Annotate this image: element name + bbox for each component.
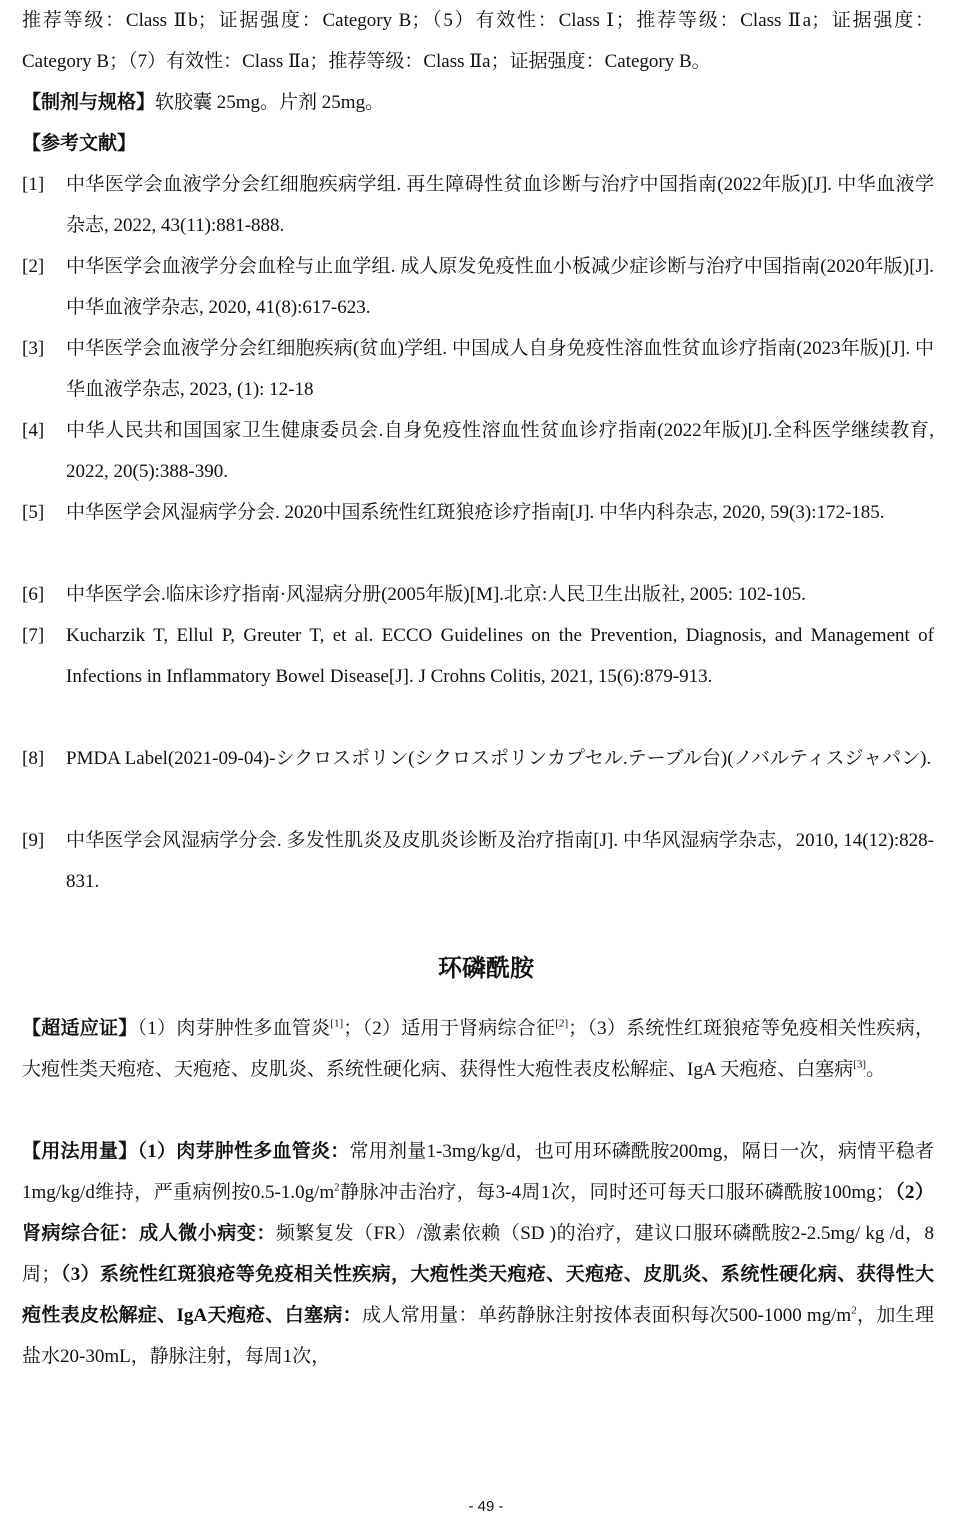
indication-label: 【超适应证】 (22, 1018, 138, 1039)
recommendation-paragraph (22, 0, 934, 82)
dosage-label: 【用法用量】 (22, 1141, 138, 1162)
reference-item (22, 492, 934, 533)
dosage-heading-2: （2）肾病综合征：成人微小病变： (22, 1182, 934, 1244)
reference-text: 中华医学会.临床诊疗指南·风湿病分册(2005年版)[M].北京:人民卫生出版社, 2005: 102-105. (66, 584, 806, 605)
reference-item (22, 410, 934, 492)
references-heading: 【参考文献】 (22, 133, 137, 154)
reference-item (22, 820, 934, 902)
indication-text-4: 。 (866, 1059, 886, 1080)
dosage-heading-3: （3）系统性红斑狼疮等免疫相关性疾病，大疱性类天疱疮、天疱疮、皮肌炎、系统性硬化病、获得性大疱性表皮松解症、IgA天疱疮、白塞病： (22, 1264, 934, 1326)
reference-number: [5] (22, 502, 45, 523)
indication-text-3: ；（3）系统性红斑狼疮等免疫相关性疾病，大疱性类天疱疮、天疱疮、皮肌炎、系统性硬化病、获得性大疱性表皮松解症、IgA 天疱疮、白塞病 (22, 1018, 934, 1080)
reference-number: [8] (22, 748, 45, 769)
dosage-heading-1: （1）肉芽肿性多血管炎： (137, 1141, 350, 1162)
indication-text-1: （1）肉芽肿性多血管炎 (137, 1018, 331, 1039)
citation-2: [2] (555, 1017, 569, 1030)
reference-item (22, 615, 934, 697)
dosage-text-4: 成人常用量：单药静脉注射按体表面积每次500-1000 mg/m (361, 1305, 852, 1326)
reference-number: [6] (22, 584, 45, 605)
reference-number: [3] (22, 338, 45, 359)
reference-item (22, 574, 934, 615)
indication-paragraph (22, 1008, 934, 1090)
reference-text: 中华医学会血液学分会红细胞疾病(贫血)学组. 中国成人自身免疫性溶血性贫血诊疗指南(2023年版)[J]. 中华血液学杂志, 2023, (1): 12-18 (66, 338, 935, 400)
indication-text-2: ；（2）适用于肾病综合征 (343, 1018, 556, 1039)
citation-3: [3] (853, 1058, 867, 1071)
citation-1: [1] (330, 1017, 344, 1030)
formulation-text: 软胶囊 25mg。片剂 25mg。 (155, 92, 385, 113)
dosage-text-2: 静脉冲击治疗，每3-4周1次，同时还可每天口服环磷酰胺100mg； (339, 1182, 895, 1203)
reference-text: 中华医学会风湿病学分会. 多发性肌炎及皮肌炎诊断及治疗指南[J]. 中华风湿病学杂志，2010, 14(12):828-831. (66, 830, 934, 892)
reference-text: Kucharzik T, Ellul P, Greuter T, et al. ECCO Guidelines on the Prevention, Diagnosis, and Management of Infections in Inflammatory Bowel Disease[J]. J Crohns Colitis, 2021, 15(6):879-913. (66, 625, 934, 687)
superscript-squared-1: 2 (334, 1181, 340, 1194)
reference-item (22, 246, 934, 328)
reference-text: 中华医学会血液学分会血栓与止血学组. 成人原发免疫性血小板减少症诊断与治疗中国指南(2020年版)[J]. 中华血液学杂志, 2020, 41(8):617-623. (66, 256, 934, 318)
reference-text: PMDA Label(2021-09-04)-シクロスポリン(シクロスポリンカプセル.テーブル台)(ノバルティスジャパン). (66, 748, 932, 769)
dosage-text-5: ，加生理盐水20-30mL，静脉注射，每周1次， (22, 1305, 934, 1367)
reference-number: [9] (22, 830, 45, 851)
reference-number: [4] (22, 420, 45, 441)
reference-item (22, 738, 934, 779)
page-number: - 49 - (468, 1498, 504, 1515)
formulation-paragraph (22, 82, 934, 123)
dosage-text-1: 常用剂量1-3mg/kg/d，也可用环磷酰胺200mg，隔日一次，病情平稳者1mg/kg/d维持，严重病例按0.5-1.0g/m (22, 1141, 934, 1203)
recommendation-text: 推荐等级：Class Ⅱb；证据强度：Category B；（5）有效性：Class Ⅰ；推荐等级：Class Ⅱa；证据强度：Category B；（7）有效性：Class Ⅱa；推荐等级：Class Ⅱa；证据强度：Category B。 (22, 10, 934, 72)
formulation-label: 【制剂与规格】 (22, 92, 156, 113)
reference-item (22, 328, 934, 410)
reference-text: 中华医学会血液学分会红细胞疾病学组. 再生障碍性贫血诊断与治疗中国指南(2022年版)[J]. 中华血液学杂志, 2022, 43(11):881-888. (66, 174, 934, 236)
dosage-text-3: 频繁复发（FR）/激素依赖（SD )的治疗，建议口服环磷酰胺2-2.5mg/ kg /d，8周； (22, 1223, 934, 1285)
section-title: 环磷酰胺 (438, 954, 534, 982)
reference-item (22, 164, 934, 246)
reference-number: [1] (22, 174, 45, 195)
reference-number: [2] (22, 256, 45, 277)
reference-number: [7] (22, 625, 45, 646)
reference-text: 中华医学会风湿病学分会. 2020中国系统性红斑狼疮诊疗指南[J]. 中华内科杂志, 2020, 59(3):172-185. (66, 502, 885, 523)
superscript-squared-2: 2 (851, 1304, 857, 1317)
dosage-paragraph (22, 1131, 934, 1377)
reference-text: 中华人民共和国国家卫生健康委员会.自身免疫性溶血性贫血诊疗指南(2022年版)[J].全科医学继续教育, 2022, 20(5):388-390. (66, 420, 934, 482)
